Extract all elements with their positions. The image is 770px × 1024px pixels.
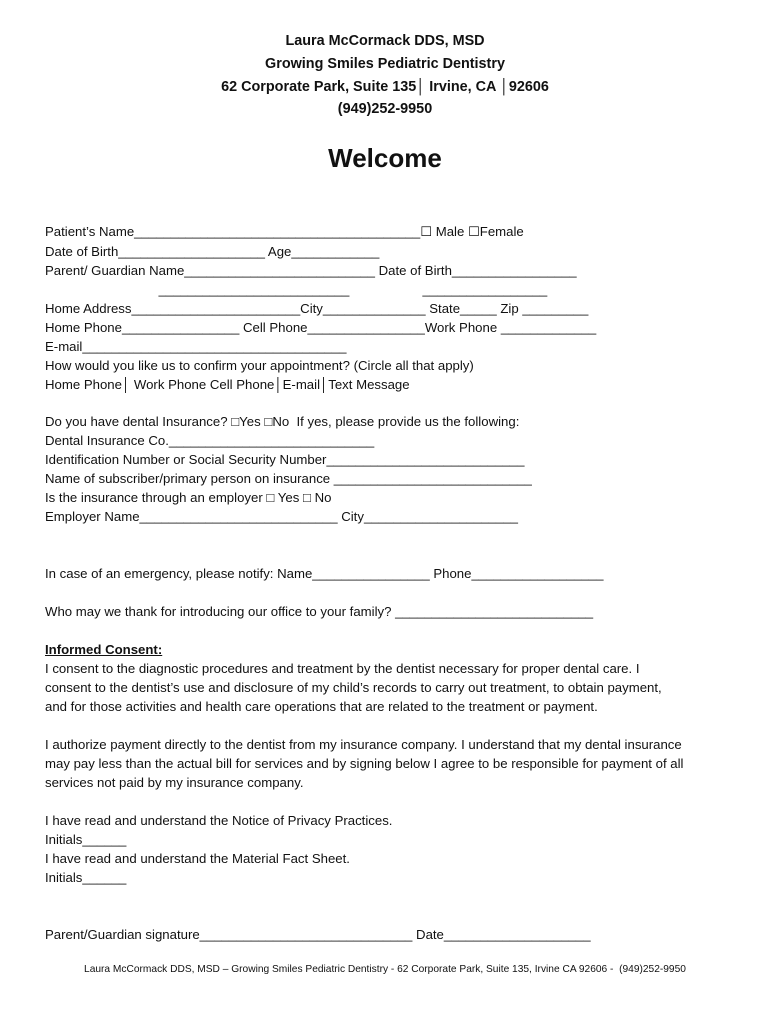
home-address-field[interactable]: Home Address_______________________City______________ State_____ Zip _________ — [45, 301, 589, 316]
privacy-statement: I have read and understand the Notice of Privacy Practices. — [45, 813, 393, 828]
consent-paragraph-1: and for those activities and health care operations that are related to the treatment or payment. — [45, 699, 598, 714]
parent-guardian-field[interactable]: Parent/ Guardian Name__________________________ Date of Birth_________________ — [45, 263, 577, 278]
parent-guardian-field-2[interactable]: __________________________ _________________ — [45, 282, 548, 297]
practice-name: Laura McCormack DDS, MSD — [285, 33, 485, 49]
employer-field[interactable]: Employer Name___________________________ City_____________________ — [45, 509, 518, 524]
dob-age-field[interactable]: Date of Birth____________________ Age____________ — [45, 244, 380, 259]
consent-paragraph-1: consent to the dentist’s use and disclosure of my child’s records to carry out treatment, to obtain payment, — [45, 680, 662, 695]
page-footer: Laura McCormack DDS, MSD – Growing Smiles Pediatric Dentistry - 62 Corporate Park, Suite 135, Irvine CA 92606 - (949)252-9950 — [84, 964, 686, 975]
insurance-company-field[interactable]: Dental Insurance Co.____________________________ — [45, 433, 375, 448]
consent-paragraph-1: I consent to the diagnostic procedures and treatment by the dentist necessary for proper dental care. I — [45, 661, 640, 676]
page-title: Welcome — [328, 143, 442, 173]
confirm-question: How would you like us to confirm your appointment? (Circle all that apply) — [45, 358, 474, 373]
consent-paragraph-2: may pay less than the actual bill for services and by signing below I agree to be responsible for payment of all — [45, 756, 684, 771]
consent-heading: Informed Consent: — [45, 642, 163, 657]
signature-date-field[interactable]: Parent/Guardian signature_____________________________ Date____________________ — [45, 927, 591, 942]
clinic-name: Growing Smiles Pediatric Dentistry — [265, 56, 505, 72]
insurance-question[interactable]: Do you have dental Insurance? □Yes □No If yes, please provide us the following: — [45, 414, 520, 429]
initials-field-privacy[interactable]: Initials______ — [45, 832, 127, 847]
phone-fields[interactable]: Home Phone________________ Cell Phone________________Work Phone _____________ — [45, 320, 597, 335]
employer-question[interactable]: Is the insurance through an employer □ Yes □ No — [45, 490, 332, 505]
referral-field[interactable]: Who may we thank for introducing our office to your family? ___________________________ — [45, 604, 594, 619]
clinic-phone: (949)252-9950 — [337, 101, 433, 117]
consent-paragraph-2: I authorize payment directly to the dentist from my insurance company. I understand that my dental insurance — [45, 737, 682, 752]
confirm-options[interactable]: Home Phone│ Work Phone Cell Phone│E-mail│Text Message — [45, 377, 410, 392]
patient-name-field[interactable]: Patient’s Name_______________________________________☐ Male ☐Female — [45, 224, 524, 239]
subscriber-field[interactable]: Name of subscriber/primary person on insurance ___________________________ — [45, 471, 532, 486]
consent-paragraph-2: services not paid by my insurance company. — [45, 775, 304, 790]
email-field[interactable]: E-mail____________________________________ — [45, 339, 347, 354]
material-fact-statement: I have read and understand the Material Fact Sheet. — [45, 851, 350, 866]
emergency-contact-field[interactable]: In case of an emergency, please notify: Name________________ Phone__________________ — [45, 566, 604, 581]
clinic-address: 62 Corporate Park, Suite 135│ Irvine, CA │92606 — [221, 79, 549, 95]
initials-field-material[interactable]: Initials______ — [45, 870, 127, 885]
insurance-id-field[interactable]: Identification Number or Social Security Number___________________________ — [45, 452, 525, 467]
